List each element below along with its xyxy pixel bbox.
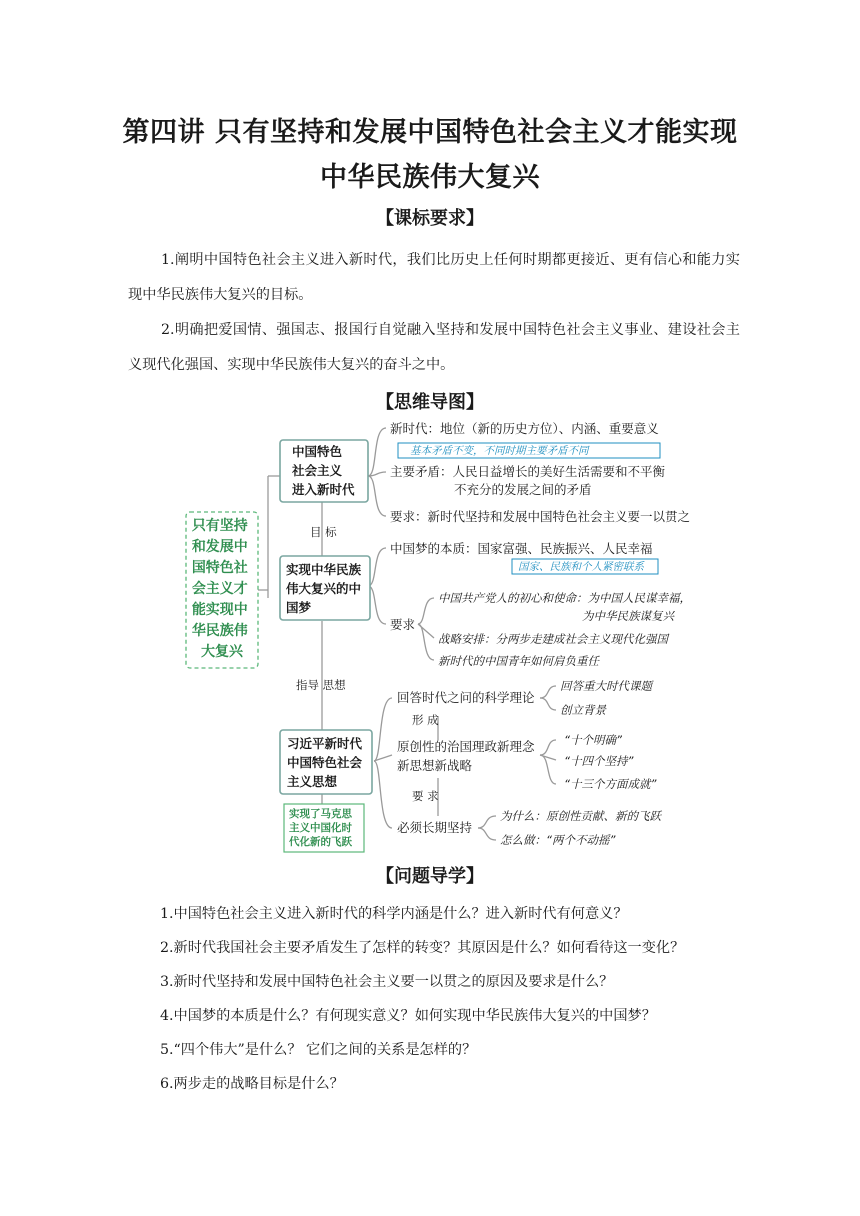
- root-line: 华民族伟: [191, 623, 248, 639]
- question-2: 2.新时代我国社会主要矛盾发生了怎样的转变？其原因是什么？如何看待这一变化？: [160, 940, 685, 956]
- n2-req-3: 新时代的中国青年如何肩负重任: [438, 654, 599, 668]
- page-title-line1: 第四讲 只有坚持和发展中国特色社会主义才能实现: [122, 117, 738, 148]
- n1-note: 基本矛盾不变，不同时期主要矛盾不同: [410, 445, 589, 457]
- n1-contradiction-2: 不充分的发展之间的矛盾: [454, 482, 592, 497]
- requirement-1: 1.阐明中国特色社会主义进入新时代，我们比历史上任何时期都更接近、更有信心和能力实现中华民族伟大复兴的目标。: [128, 252, 740, 303]
- n2-req-1a: 中国共产党人的初心和使命：为中国人民谋幸福，: [438, 591, 691, 605]
- svg-text:实现中华民族 伟大复兴的中 国梦: 实现中华民族 伟大复兴的中 国梦: [286, 562, 362, 615]
- root-line: 国特色社: [191, 560, 248, 576]
- n2-requirement: 要求: [390, 617, 416, 632]
- n2-req-2: 战略安排：分两步走建成社会主义现代化强国: [438, 632, 668, 646]
- svg-text:实现了马克思 主义中国化时 代化新的飞跃: 实现了马克思 主义中国化时 代化新的飞跃: [289, 808, 352, 848]
- n1-requirement: 要求：新时代坚持和发展中国特色社会主义要一以贯之: [390, 509, 691, 524]
- section-questions-heading: 【问题导学】: [376, 866, 484, 887]
- link-guide: 指导 思想: [296, 678, 346, 692]
- n3-science-b: 创立背景: [560, 703, 606, 717]
- link-goal: 目 标: [310, 525, 337, 539]
- root-line: 会主义才: [191, 581, 248, 597]
- n2-req-1b: 为中华民族谋复兴: [582, 609, 674, 623]
- svg-text:习近平新时代 中国特色社会 主义思想: 习近平新时代 中国特色社会 主义思想: [287, 736, 363, 789]
- question-1: 1.中国特色社会主义进入新时代的科学内涵是什么？进入新时代有何意义？: [160, 906, 628, 922]
- n3-must: 必须长期坚持: [397, 820, 473, 835]
- n3-original-a: “十个明确”: [564, 733, 622, 747]
- root-line: 只有坚持: [191, 518, 248, 534]
- n3-demand-label: 要 求: [412, 789, 439, 803]
- svg-text:主要矛盾：人民日益增长的美好生活需要和不平衡 不充分: [390, 464, 669, 497]
- question-4: 4.中国梦的本质是什么？有何现实意义？如何实现中华民族伟大复兴的中国梦？: [160, 1008, 656, 1024]
- n1-contradiction-1: 主要矛盾：人民日益增长的美好生活需要和不平衡: [390, 464, 666, 479]
- mind-map: [0, 418, 860, 858]
- n3-science-a: 回答重大时代课题: [560, 679, 652, 693]
- section-requirements-heading: 【课标要求】: [376, 208, 484, 229]
- question-5: 5.“四个伟大”是什么？ 它们之间的关系是怎样的？: [160, 1042, 477, 1058]
- svg-text:中国特色 社会主义 进入新时代: 中国特色 社会主义 进入新时代: [292, 444, 355, 497]
- n3-form-label: 形 成: [412, 713, 439, 727]
- n3-how: 怎么做：“两个不动摇”: [500, 833, 616, 847]
- question-3: 3.新时代坚持和发展中国特色社会主义要一以贯之的原因及要求是什么？: [160, 974, 614, 990]
- root-line: 能实现中: [191, 602, 248, 618]
- n3-original-c: “十三个方面成就”: [564, 777, 657, 791]
- question-6: 6.两步走的战略目标是什么？: [160, 1076, 344, 1092]
- svg-text:中国共产党人的初心和使命：为中国人民谋幸福， 为中华: [438, 591, 695, 623]
- n3-original-2: 新思想新战略: [397, 758, 473, 773]
- n3-science: 回答时代之问的科学理论: [397, 690, 535, 705]
- root-line: 和发展中: [191, 539, 248, 555]
- requirement-2: 2.明确把爱国情、强国志、报国行自觉融入坚持和发展中国特色社会主义事业、建设社会主义现代化强国、实现中华民族伟大复兴的奋斗之中。: [128, 322, 740, 373]
- n1-era: 新时代：地位（新的历史方位）、内涵、重要意义: [390, 421, 659, 436]
- svg-text:原创性的治国理政新理念 新思想新战略: [397, 739, 539, 773]
- n2-note: 国家、民族和个人紧密联系: [518, 561, 644, 573]
- svg-text:只有坚持 和发展中 国特色社 会主义: [192, 517, 252, 660]
- n3-original-1: 原创性的治国理政新理念: [397, 739, 535, 754]
- n3-why: 为什么：原创性贡献、新的飞跃: [500, 809, 661, 823]
- n2-essence: 中国梦的本质：国家富强、民族振兴、人民幸福: [390, 541, 653, 556]
- section-mindmap-heading: 【思维导图】: [376, 392, 484, 413]
- n3-original-b: “十四个坚持”: [564, 754, 634, 768]
- page-title-line2: 中华民族伟大复兴: [320, 162, 540, 193]
- root-line: 大复兴: [201, 644, 243, 660]
